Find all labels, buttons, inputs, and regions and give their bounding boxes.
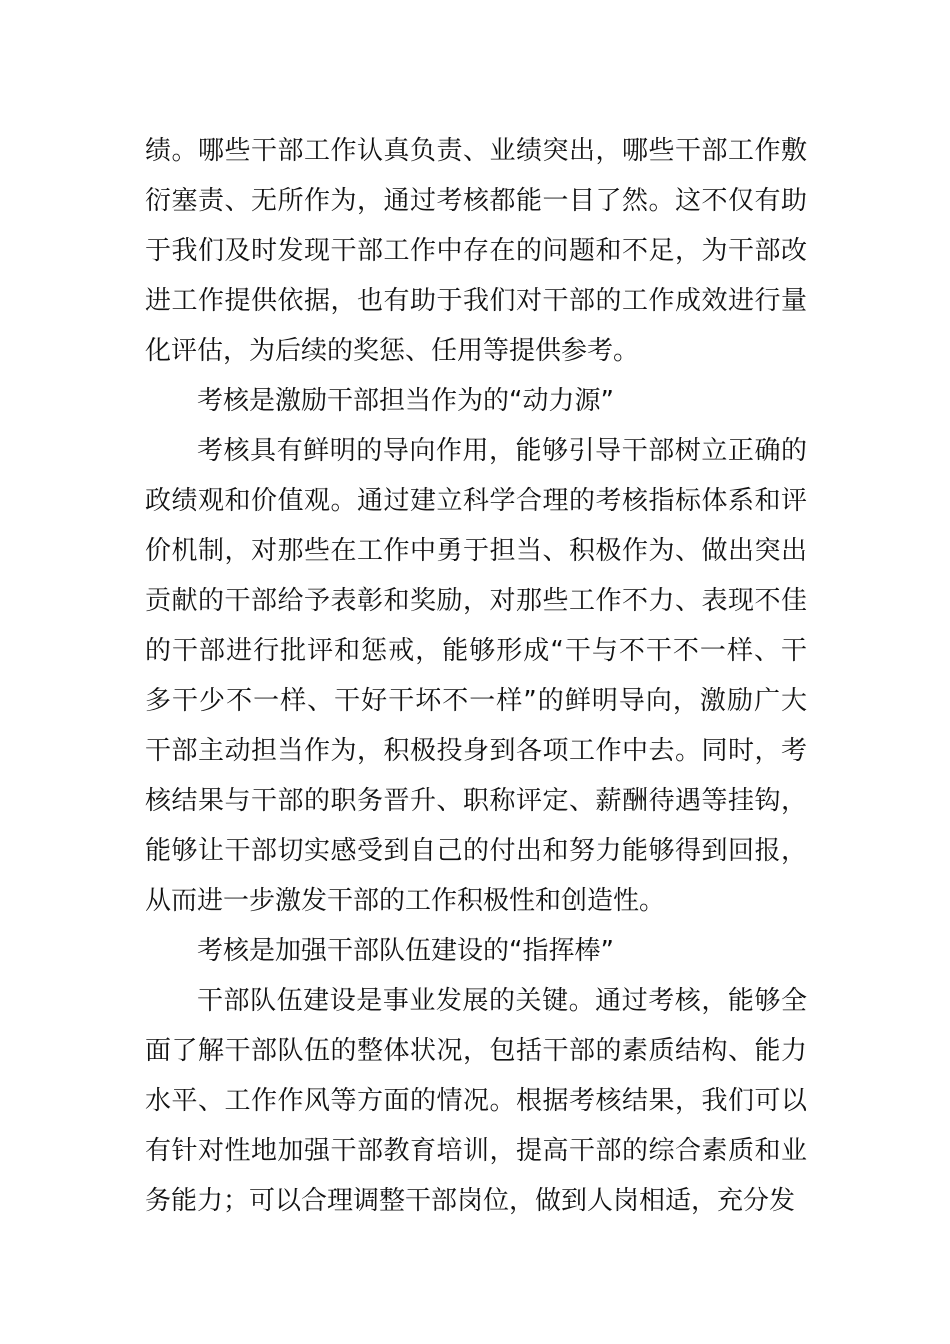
paragraph-motivation: 考核具有鲜明的导向作用，能够引导干部树立正确的政绩观和价值观。通过建立科学合理的考核指标体系和评价机制，对那些在工作中勇于担当、积极作为、做出突出贡献的干部给予表彰和奖励，对那些工作不力、表现不佳的干部进行批评和惩戒，能够形成“干与不干不一样、干多干少不一样、干好干坏不一样”的鲜明导向，激励广大干部主动担当作为，积极投身到各项工作中去。同时，考核结果与干部的职务晋升、职称评定、薪酬待遇等挂钩，能够让干部切实感受到自己的付出和努力能够得到回报，从而进一步激发干部的工作积极性和创造性。 — [145, 436, 807, 916]
paragraph-continuation: 绩。哪些干部工作认真负责、业绩突出，哪些干部工作敷衍塞责、无所作为，通过考核都能一目了然。这不仅有助于我们及时发现干部工作中存在的问题和不足，为干部改进工作提供依据，也有助于我们对干部的工作成效进行量化评估，为后续的奖惩、任用等提供参考。 — [145, 136, 807, 366]
paragraph-team-building: 干部队伍建设是事业发展的关键。通过考核，能够全面了解干部队伍的整体状况，包括干部的素质结构、能力水平、工作作风等方面的情况。根据考核结果，我们可以有针对性地加强干部教育培训，提高干部的综合素质和业务能力；可以合理调整干部岗位，做到人岗相适，充分发 — [145, 986, 807, 1216]
document-body — [145, 126, 807, 1226]
section-heading-team-building: 考核是加强干部队伍建设的“指挥棒” — [197, 936, 614, 966]
section-heading-motivation: 考核是激励干部担当作为的“动力源” — [197, 386, 614, 416]
